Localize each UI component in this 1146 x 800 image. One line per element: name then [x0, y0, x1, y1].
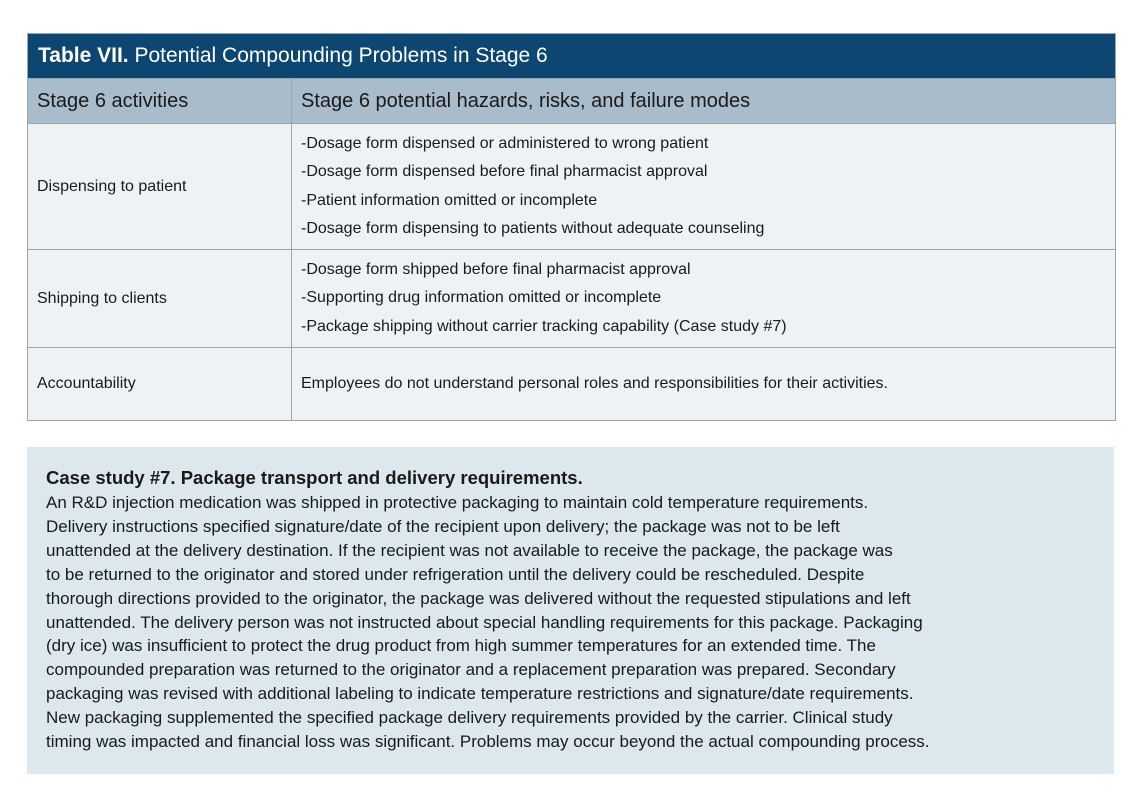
header-activities: Stage 6 activities — [28, 79, 292, 123]
table-title — [28, 34, 1115, 78]
hazard-item: -Dosage form dispensed before final pharmacist approval — [301, 163, 708, 180]
hazards-cell — [292, 250, 1115, 347]
case-study-line: (dry ice) was insufficient to protect the drug product from high summer temperatures for an extended time. The — [46, 636, 876, 656]
activity-cell: Shipping to clients — [28, 250, 292, 347]
case-study-line: Delivery instructions specified signature/date of the recipient upon delivery; the package was not to be left — [46, 516, 840, 536]
case-study-line: unattended at the delivery destination. If the recipient was not available to receive the package, the package was — [46, 540, 893, 560]
case-study-line: timing was impacted and financial loss was significant. Problems may occur beyond the actual compounding process. — [46, 732, 930, 752]
hazards-cell — [292, 348, 1115, 420]
compounding-problems-table — [27, 33, 1116, 421]
case-study-line: compounded preparation was returned to the originator and a replacement preparation was prepared. Secondary — [46, 660, 896, 680]
case-study-line: New packaging supplemented the specified package delivery requirements provided by the carrier. Clinical study — [46, 708, 893, 728]
activity-cell: Accountability — [28, 348, 292, 420]
case-study-line: to be returned to the originator and stored under refrigeration until the delivery could be rescheduled. Despite — [46, 564, 865, 584]
activity-cell: Dispensing to patient — [28, 124, 292, 249]
case-study-line: An R&D injection medication was shipped in protective packaging to maintain cold temperature requirements. — [46, 493, 869, 512]
case-study-line: unattended. The delivery person was not instructed about special handling requirements for this package. Packaging — [46, 612, 923, 632]
hazard-item: -Dosage form dispensed or administered to wrong patient — [301, 134, 709, 152]
case-study-box — [27, 447, 1114, 774]
table-title-text: Potential Compounding Problems in Stage 6 — [128, 44, 548, 67]
header-hazards: Stage 6 potential hazards, risks, and failure modes — [301, 90, 751, 112]
hazard-item: -Dosage form dispensing to patients without adequate counseling — [301, 220, 765, 237]
table-row — [28, 249, 1115, 347]
case-study-title: Case study #7. Package transport and delivery requirements. — [46, 467, 583, 488]
hazard-item: -Patient information omitted or incomplete — [301, 191, 598, 209]
hazard-item: -Supporting drug information omitted or incomplete — [301, 289, 662, 307]
case-study-body — [46, 491, 1094, 754]
table-row — [28, 123, 1115, 249]
case-study-line: packaging was revised with additional labeling to indicate temperature restrictions and signature/date requirements. — [46, 684, 914, 704]
hazards-cell — [292, 124, 1115, 249]
hazard-item: Employees do not understand personal roles and responsibilities for their activities. — [301, 374, 888, 392]
hazard-item: -Dosage form shipped before final pharmacist approval — [301, 260, 691, 278]
table-header-row — [28, 78, 1115, 123]
table-number: Table VII. — [38, 44, 129, 67]
hazard-item: -Package shipping without carrier tracking capability (Case study #7) — [301, 317, 787, 335]
case-study-line: thorough directions provided to the originator, the package was delivered without the requested stipulations and left — [46, 588, 911, 608]
table-row — [28, 347, 1115, 420]
